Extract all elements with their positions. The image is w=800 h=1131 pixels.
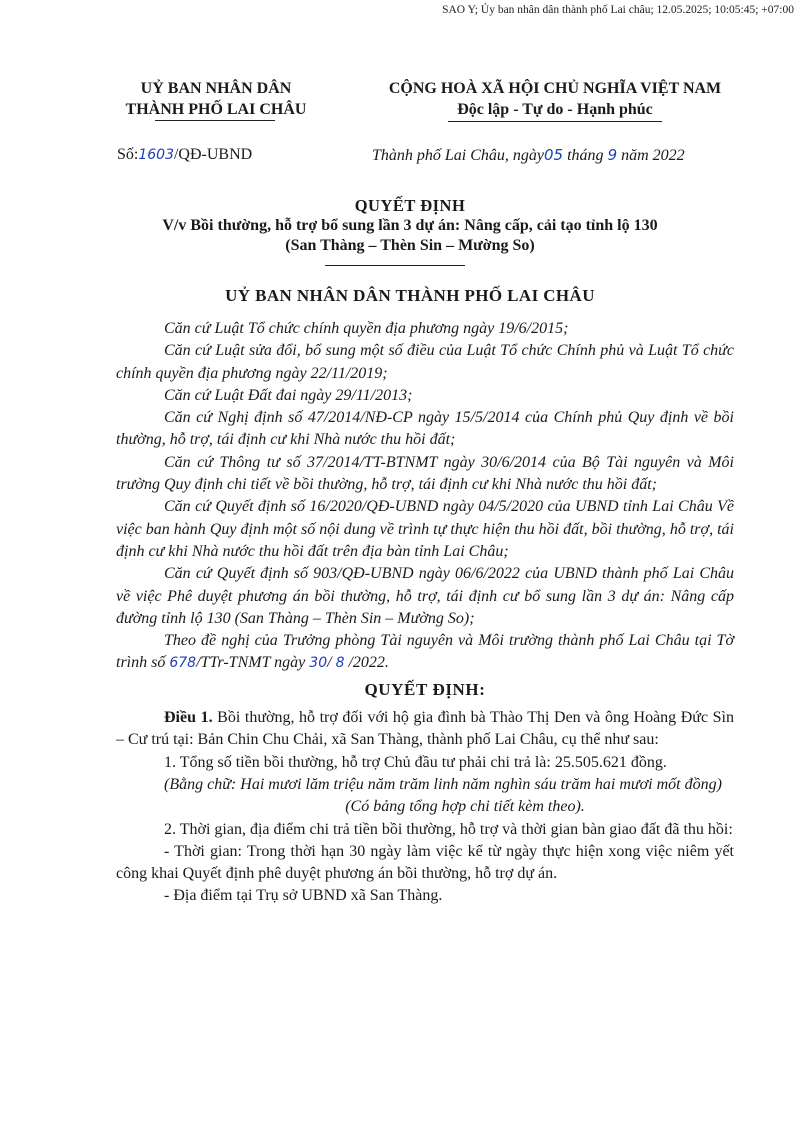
agency-underline — [155, 120, 275, 121]
legal-basis: Căn cứ Quyết định số 16/2020/QĐ-UBND ngày 04/5/2020 của UBND tỉnh Lai Châu Về việc ban hành Quy định một số nội dung về trình tự thực hiện thu hồi đất, bồi thường, hỗ trợ, tái định cư khi Nhà nước thu hồi đất trên địa bàn tỉnh Lai Châu; — [116, 498, 734, 560]
agency-line-2: THÀNH PHỐ LAI CHÂU — [125, 101, 307, 118]
legal-basis: Căn cứ Luật sửa đổi, bổ sung một số điều của Luật Tổ chức Chính phủ và Luật Tổ chức chính quyền địa phương ngày 22/11/2019; — [116, 342, 734, 382]
proposal-text-2: /TTr-TNMT ngày — [196, 654, 310, 672]
payment-place: - Địa điểm tại Trụ sở UBND xã San Thàng. — [164, 887, 443, 905]
document-number — [117, 146, 252, 164]
title-underline — [325, 265, 465, 266]
legal-basis: Căn cứ Thông tư số 37/2014/TT-BTNMT ngày 30/6/2014 của Bộ Tài nguyên và Môi trường Quy định chi tiết về bồi thường, hỗ trợ, tái định cư khi Nhà nước thu hồi đất; — [116, 453, 734, 494]
doc-number-suffix: /QĐ-UBND — [173, 146, 253, 163]
document-body — [116, 318, 734, 908]
attached-table-note: (Có bảng tổng hợp chi tiết kèm theo). — [345, 798, 585, 816]
document-date — [372, 146, 685, 165]
article-1-text: Bồi thường, hỗ trợ đối với hộ gia đình bà Thào Thị Den và ông Hoàng Đức Sìn – Cư trú tại: Bản Chin Chu Chải, xã San Thàng, thành phố Lai Châu, cụ thể như sau: — [116, 709, 735, 749]
decide-heading: QUYẾT ĐỊNH: — [364, 679, 486, 699]
date-month-handwritten: 9 — [607, 146, 618, 164]
article-1 — [116, 707, 734, 752]
amount-in-words: (Bằng chữ: Hai mươi lăm triệu năm trăm linh năm nghìn sáu trăm hai mươi mốt đồng) — [164, 775, 722, 793]
legal-basis: Căn cứ Quyết định số 903/QĐ-UBND ngày 06/6/2022 của UBND thành phố Lai Châu về việc Phê duyệt phương án bồi thường, hỗ trợ, tái định cư bổ sung lần 3 dự án: Nâng cấp đường tỉnh lộ 130 (San Thàng – Thèn Sin – Mường So); — [116, 565, 734, 627]
motto-underline — [448, 121, 662, 122]
proposal-text-1: Theo đề nghị của Trưởng phòng Tài nguyên và Môi trường thành phố Lai Châu tại Tờ trình số — [116, 632, 734, 672]
national-title-line-1: CỘNG HOÀ XÃ HỘI CHỦ NGHĨA VIỆT NAM — [388, 80, 722, 97]
issuing-agency — [96, 78, 336, 120]
doc-number-handwritten: 1603 — [138, 147, 174, 163]
date-part-2: tháng — [563, 147, 608, 164]
legal-basis: Căn cứ Luật Đất đai ngày 29/11/2013; — [164, 386, 413, 404]
proposal-text-3: /2022. — [344, 654, 389, 672]
date-part-3: năm 2022 — [617, 147, 685, 164]
legal-basis: Căn cứ Luật Tổ chức chính quyền địa phương ngày 19/6/2015; — [164, 320, 569, 337]
article-1-item-1: 1. Tổng số tiền bồi thường, hỗ trợ Chủ đầu tư phải chi trả là: 25.505.621 đồng. — [164, 753, 667, 771]
date-part-1: Thành phố Lai Châu, ngày — [372, 147, 545, 164]
doc-number-prefix: Số: — [117, 146, 139, 163]
document-title — [100, 196, 720, 256]
legal-basis: Căn cứ Nghị định số 47/2014/NĐ-CP ngày 15/5/2014 của Chính phủ Quy định về bồi thường, hỗ trợ, tái định cư khi Nhà nước thu hồi đất; — [116, 409, 734, 449]
article-1-item-2: 2. Thời gian, địa điểm chi trả tiền bồi thường, hỗ trợ và thời gian bàn giao đất đã thu hồi: — [164, 820, 733, 838]
issuing-authority: UỶ BAN NHÂN DÂN THÀNH PHỐ LAI CHÂU — [225, 286, 595, 305]
agency-line-1: UỶ BAN NHÂN DÂN — [140, 80, 292, 97]
title-heading: QUYẾT ĐỊNH — [354, 196, 466, 215]
title-subject-line-2: (San Thàng – Thèn Sin – Mường So) — [285, 237, 535, 254]
proposal-number-handwritten: 678 — [169, 655, 197, 672]
proposal-month-handwritten: 8 — [335, 655, 345, 672]
title-subject-line-1: V/v Bồi thường, hỗ trợ bổ sung lần 3 dự án: Nâng cấp, cải tạo tỉnh lộ 130 — [162, 217, 658, 234]
national-title — [360, 78, 750, 120]
date-day-handwritten: 05 — [544, 146, 564, 164]
payment-time: - Thời gian: Trong thời hạn 30 ngày làm việc kể từ ngày thực hiện xong việc niêm yết công khai Quyết định phê duyệt phương án bồi thường, hỗ trợ dự án. — [116, 842, 734, 883]
proposal-day-handwritten: 30 — [309, 655, 328, 672]
digital-copy-stamp: SAO Y; Ủy ban nhân dân thành phố Lai châu; 12.05.2025; 10:05:45; +07:00 — [442, 4, 794, 16]
proposal-sep: / — [327, 654, 336, 672]
article-1-label: Điều 1. — [164, 709, 213, 727]
national-motto: Độc lập - Tự do - Hạnh phúc — [457, 101, 653, 118]
proposal-paragraph — [116, 630, 734, 675]
